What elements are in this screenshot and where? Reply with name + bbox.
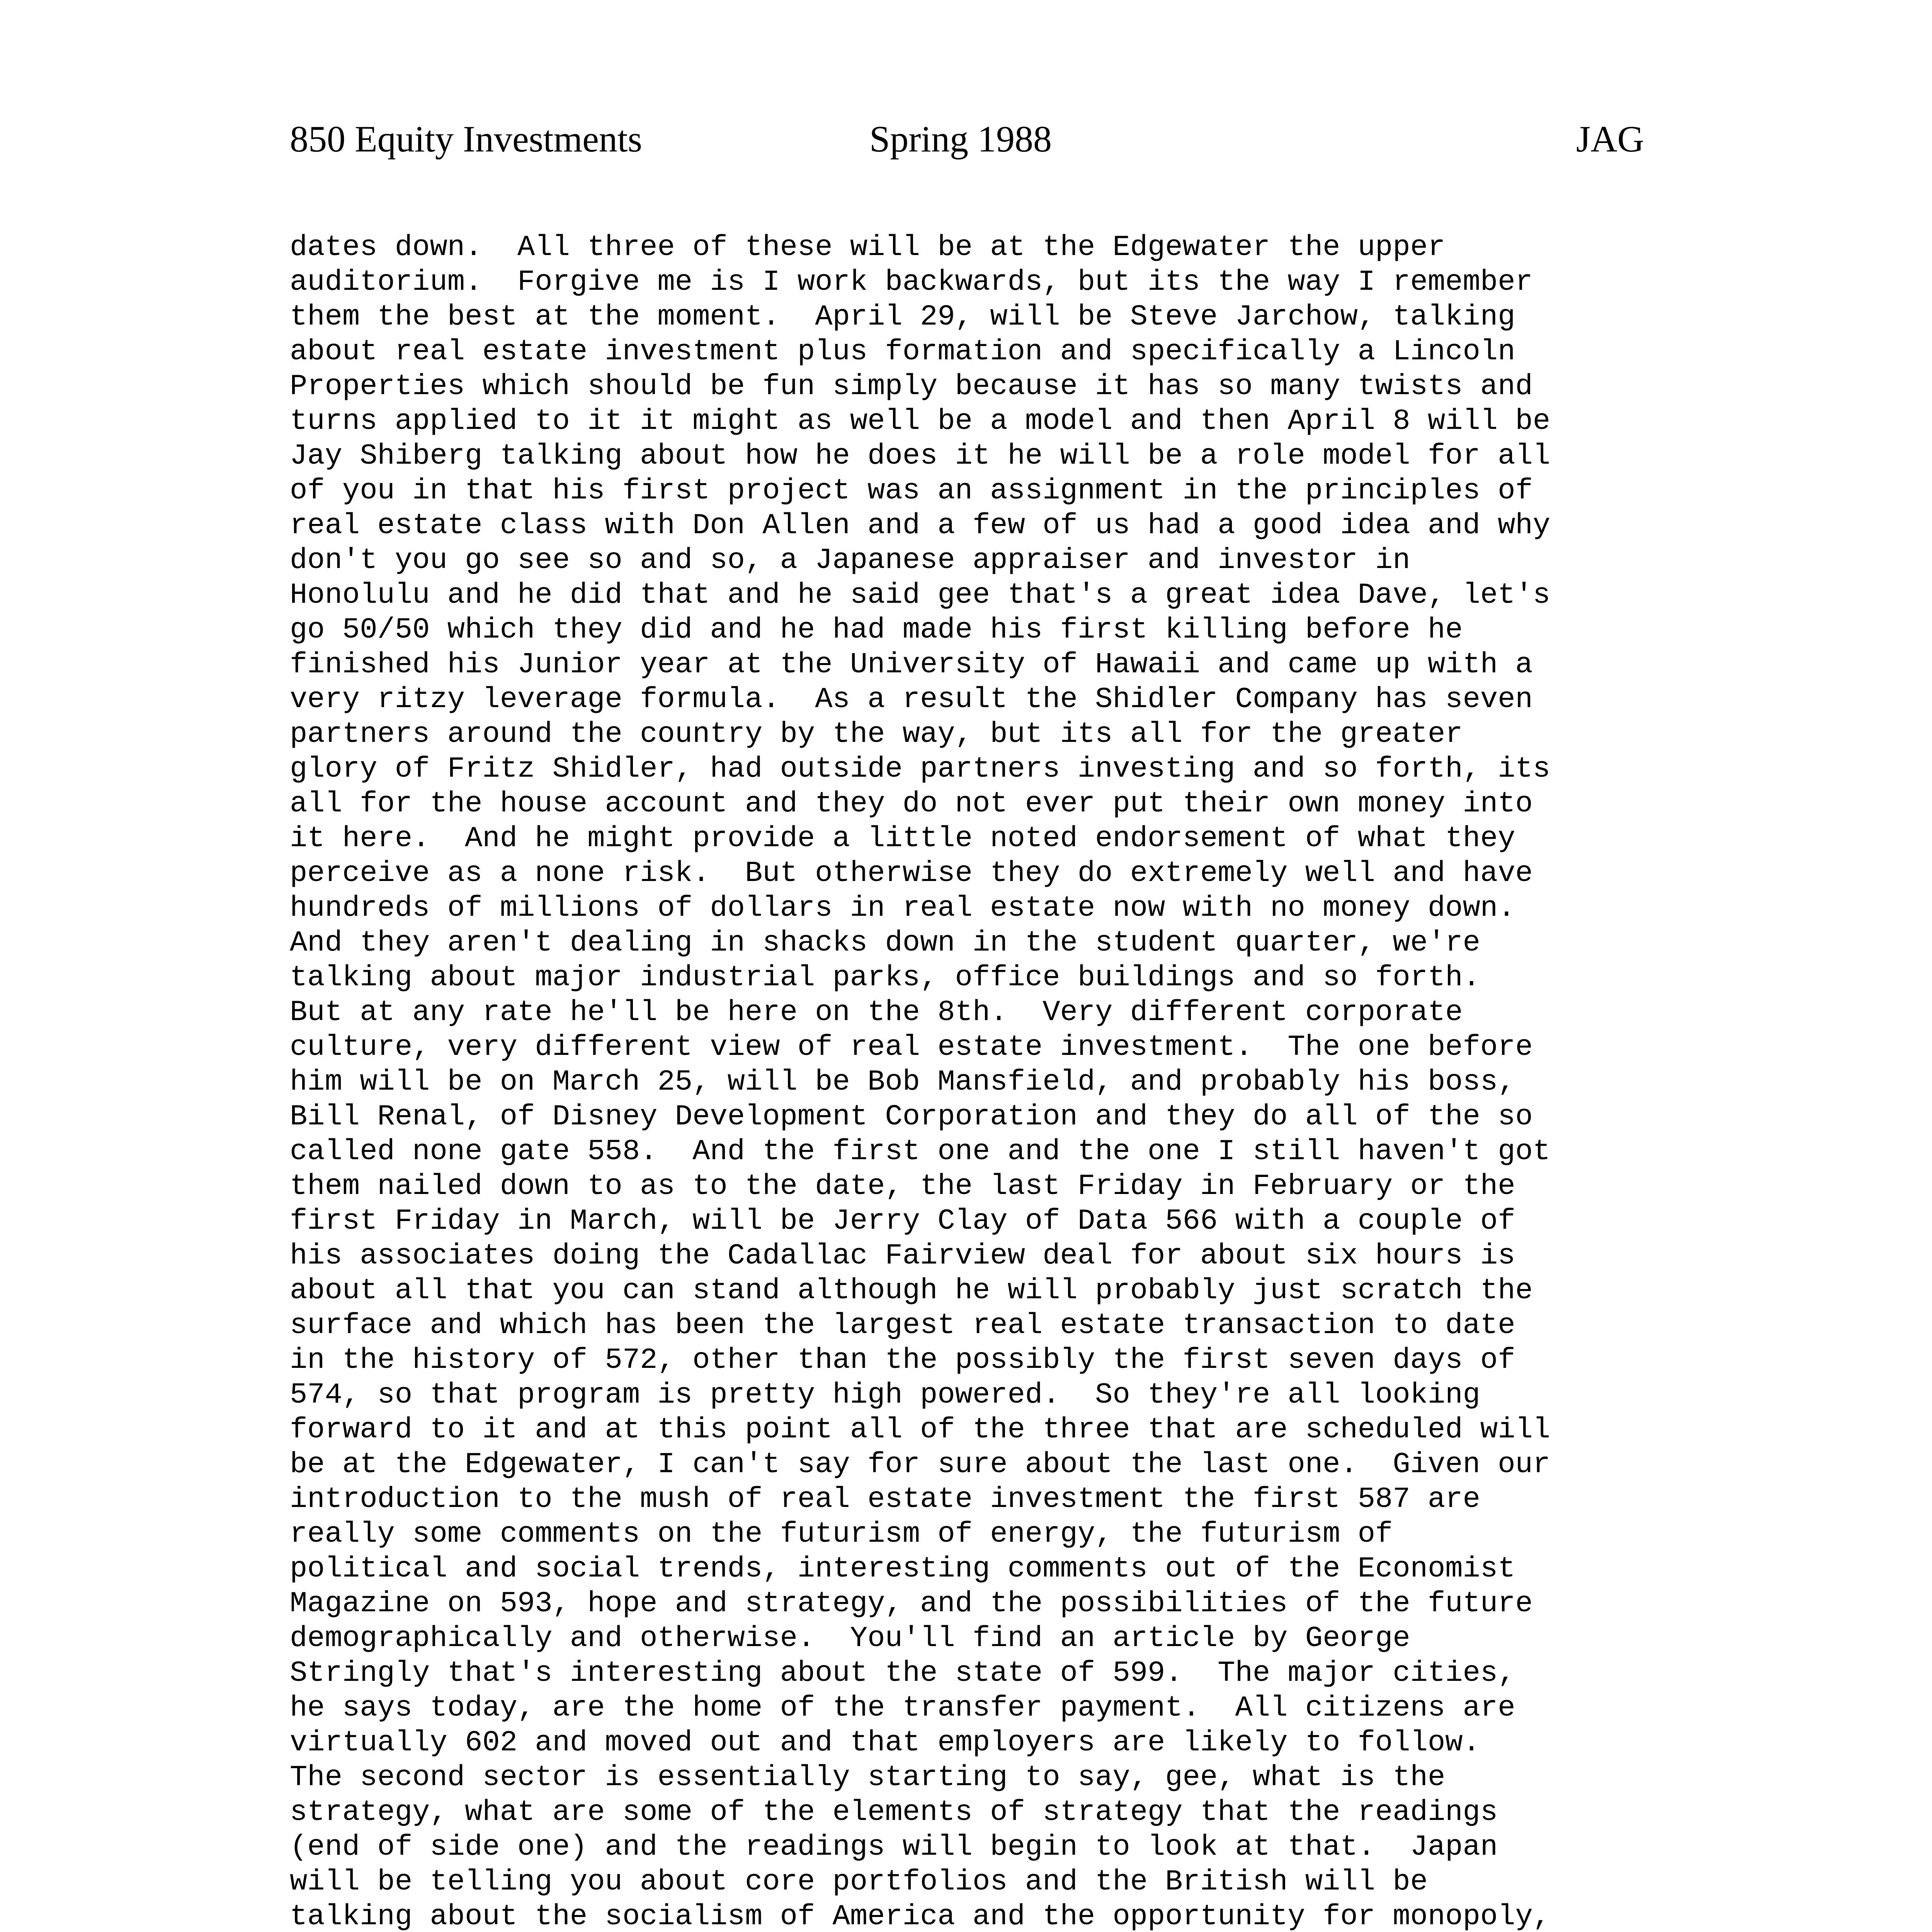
text-line: his associates doing the Cadallac Fairview deal for about six hours is <box>290 1239 1515 1272</box>
text-line: talking about the socialism of America and the opportunity for monopoly, <box>290 1900 1551 1932</box>
text-line: really some comments on the futurism of energy, the futurism of <box>290 1517 1393 1551</box>
text-line: Magazine on 593, hope and strategy, and the possibilities of the future <box>290 1587 1533 1620</box>
text-line: But at any rate he'll be here on the 8th. Very different corporate <box>290 996 1463 1029</box>
text-line: in the history of 572, other than the possibly the first seven days of <box>290 1344 1515 1377</box>
text-line: about all that you can stand although he will probably just scratch the <box>290 1274 1533 1307</box>
text-line: about real estate investment plus formation and specifically a Lincoln <box>290 335 1515 368</box>
term-label: Spring 1988 <box>869 118 1052 160</box>
text-line: dates down. All three of these will be at the Edgewater the upper <box>290 231 1446 264</box>
text-line: first Friday in March, will be Jerry Clay of Data 566 with a couple of <box>290 1204 1515 1238</box>
text-line: perceive as a none risk. But otherwise they do extremely well and have <box>290 857 1533 890</box>
text-line: real estate class with Don Allen and a few of us had a good idea and why <box>290 509 1551 542</box>
text-line: of you in that his first project was an assignment in the principles of <box>290 474 1533 507</box>
text-line: strategy, what are some of the elements of strategy that the readings <box>290 1796 1498 1829</box>
text-line: glory of Fritz Shidler, had outside partners investing and so forth, its <box>290 752 1551 786</box>
text-line: Stringly that's interesting about the state of 599. The major cities, <box>290 1656 1515 1690</box>
text-line: be at the Edgewater, I can't say for sure about the last one. Given our <box>290 1448 1551 1481</box>
text-line: talking about major industrial parks, office buildings and so forth. <box>290 961 1480 994</box>
text-line: Bill Renal, of Disney Development Corporation and they do all of the so <box>290 1100 1533 1133</box>
text-line: will be telling you about core portfolios and the British will be <box>290 1865 1428 1898</box>
text-line: The second sector is essentially starting to say, gee, what is the <box>290 1761 1446 1794</box>
text-line: very ritzy leverage formula. As a result the Shidler Company has seven <box>290 683 1533 716</box>
page-header <box>0 112 1932 166</box>
text-line: finished his Junior year at the University of Hawaii and came up with a <box>290 648 1533 681</box>
text-line: go 50/50 which they did and he had made his first killing before he <box>290 613 1463 646</box>
text-line: them the best at the moment. April 29, will be Steve Jarchow, talking <box>290 300 1515 333</box>
text-line: Honolulu and he did that and he said gee that's a great idea Dave, let's <box>290 578 1551 612</box>
text-line: it here. And he might provide a little noted endorsement of what they <box>290 822 1515 855</box>
text-line: auditorium. Forgive me is I work backwards, but its the way I remember <box>290 265 1533 299</box>
text-line: political and social trends, interesting comments out of the Economist <box>290 1552 1515 1585</box>
text-line: don't you go see so and so, a Japanese appraiser and investor in <box>290 544 1410 577</box>
text-line: called none gate 558. And the first one and the one I still haven't got <box>290 1135 1551 1168</box>
text-line: Jay Shiberg talking about how he does it he will be a role model for all <box>290 439 1551 473</box>
text-line: And they aren't dealing in shacks down in the student quarter, we're <box>290 926 1480 959</box>
text-line: (end of side one) and the readings will begin to look at that. Japan <box>290 1830 1498 1864</box>
text-line: him will be on March 25, will be Bob Mansfield, and probably his boss, <box>290 1065 1515 1099</box>
text-line: hundreds of millions of dollars in real estate now with no money down. <box>290 891 1515 925</box>
text-line: Properties which should be fun simply because it has so many twists and <box>290 370 1533 403</box>
transcript-body <box>290 230 1719 1932</box>
text-line: them nailed down to as to the date, the last Friday in February or the <box>290 1170 1515 1203</box>
text-line: culture, very different view of real estate investment. The one before <box>290 1031 1533 1064</box>
text-line: demographically and otherwise. You'll find an article by George <box>290 1622 1410 1655</box>
text-line: surface and which has been the largest real estate transaction to date <box>290 1309 1515 1342</box>
text-line: all for the house account and they do not ever put their own money into <box>290 787 1533 820</box>
author-initials: JAG <box>1576 118 1644 160</box>
text-line: he says today, are the home of the transfer payment. All citizens are <box>290 1691 1515 1725</box>
text-line: 574, so that program is pretty high powered. So they're all looking <box>290 1378 1480 1412</box>
text-line: introduction to the mush of real estate investment the first 587 are <box>290 1483 1480 1516</box>
text-line: forward to it and at this point all of the three that are scheduled will <box>290 1413 1551 1446</box>
text-line: partners around the country by the way, but its all for the greater <box>290 718 1463 751</box>
text-line: virtually 602 and moved out and that employers are likely to follow. <box>290 1726 1480 1759</box>
course-title: 850 Equity Investments <box>290 118 642 160</box>
text-line: turns applied to it it might as well be a model and then April 8 will be <box>290 405 1551 438</box>
